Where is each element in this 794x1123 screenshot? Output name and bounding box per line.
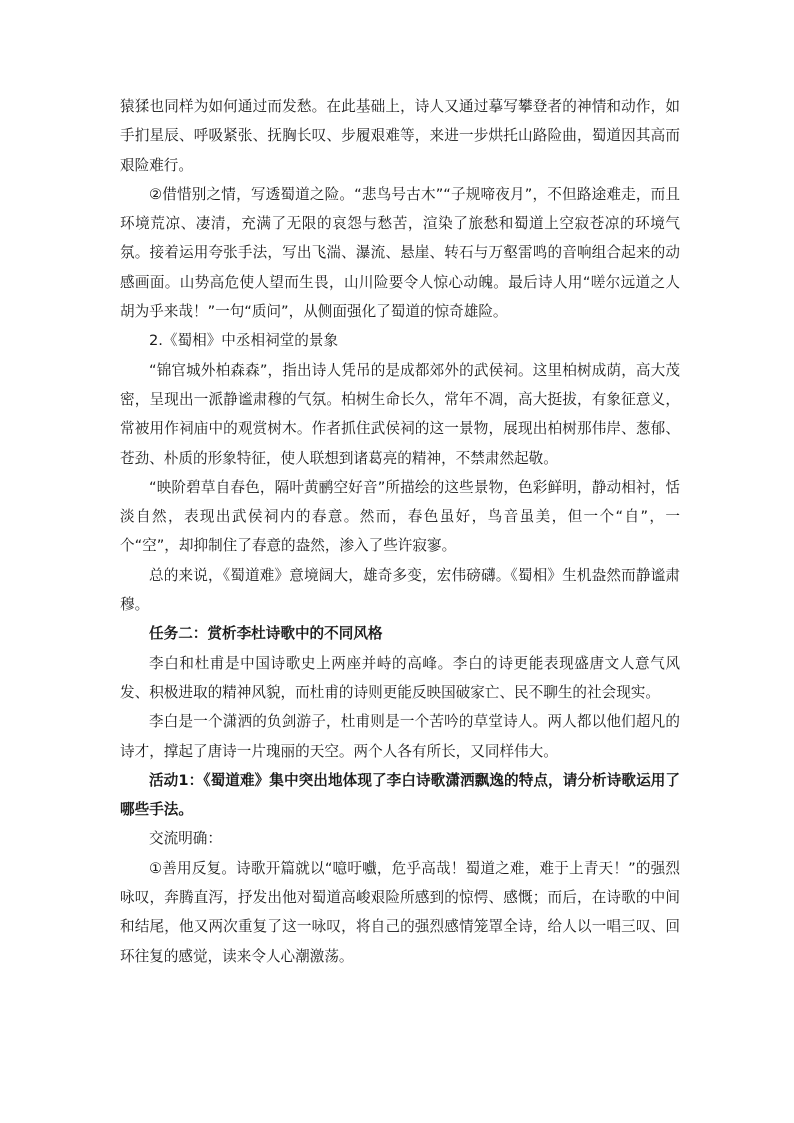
paragraph-2: ②借惜别之情，写透蜀道之险。“悲鸟号古木”“子规啼夜月”，不但路途难走，而且环境荒凉、凄清，充满了无限的哀怨与愁苦，渲染了旅愁和蜀道上空寂苍凉的环境气氛。接着运用夸张手法，写出飞湍、瀑流、悬崖、转石与万壑雷鸣的音响组合起来的动感画面。山势高危使人望而生畏，山川险要令人惊心动魄。最后诗人用“嗟尔远道之人胡为乎来哉！”一句“质问”，从侧面强化了蜀道的惊奇雄险。 [120, 185, 680, 321]
paragraph-12: ①善用反复。诗歌开篇就以“噫吁嚱，危乎高哉！蜀道之难，难于上青天！”的强烈咏叹，奔腾直泻，抒发出他对蜀道高峻艰险所感到的惊愕、感慨；而后，在诗歌的中间和结尾，他又两次重复了这一咏叹，将自己的强烈感情笼罩全诗，给人以一唱三叹、回环往复的感觉，读来令人心潮激荡。 [120, 859, 680, 965]
paragraph-4: “锦官城外柏森森”，指出诗人凭吊的是成都郊外的武侯祠。这里柏树成荫，高大茂密，呈现出一派静谧肃穆的气氛。柏树生命长久，常年不凋，高大挺拔，有象征意义，常被用作祠庙中的观赏树木。作者抓住武侯祠的这一景物，展现出柏树那伟岸、葱郁、苍劲、朴质的形象特征，使人联想到诸葛亮的精神，不禁肃然起敬。 [120, 361, 680, 467]
paragraph-6: 总的来说，《蜀道难》意境阔大，雄奇多变，宏伟磅礴。《蜀相》生机盎然而静谧肃穆。 [120, 566, 680, 614]
document-body [120, 92, 680, 971]
section-heading-shuxiang: 2.《蜀相》中丞相祠堂的景象 [149, 332, 339, 350]
paragraph-1: 猿猱也同样为如何通过而发愁。在此基础上，诗人又通过摹写攀登者的神情和动作，如手扪星辰、呼吸紧张、抚胸长叹、步履艰难等，来进一步烘托山路险曲，蜀道因其高而艰险难行。 [120, 98, 680, 174]
discussion-label: 交流明确： [149, 830, 222, 848]
paragraph-5: “映阶碧草自春色，隔叶黄鹂空好音”所描绘的这些景物，色彩鲜明，静动相衬，恬淡自然，表现出武侯祠内的春意。然而，春色虽好，鸟音虽美，但一个“自”，一个“空”，却抑制住了春意的盎然，渗入了些许寂寥。 [120, 478, 680, 555]
paragraph-8: 李白和杜甫是中国诗歌史上两座并峙的高峰。李白的诗更能表现盛唐文人意气风发、积极进取的精神风貌，而杜甫的诗则更能反映国破家亡、民不聊生的社会现实。 [120, 654, 680, 701]
paragraph-9: 李白是一个潇洒的负剑游子，杜甫则是一个苦吟的草堂诗人。两人都以他们超凡的诗才，撑起了唐诗一片瑰丽的天空。两个人各有所长，又同样伟大。 [120, 713, 680, 760]
activity-one-heading: 活动1：《蜀道难》集中突出地体现了李白诗歌潇洒飘逸的特点，请分析诗歌运用了哪些手法。 [120, 771, 680, 819]
task-two-heading: 任务二：赏析李杜诗歌中的不同风格 [149, 625, 383, 643]
